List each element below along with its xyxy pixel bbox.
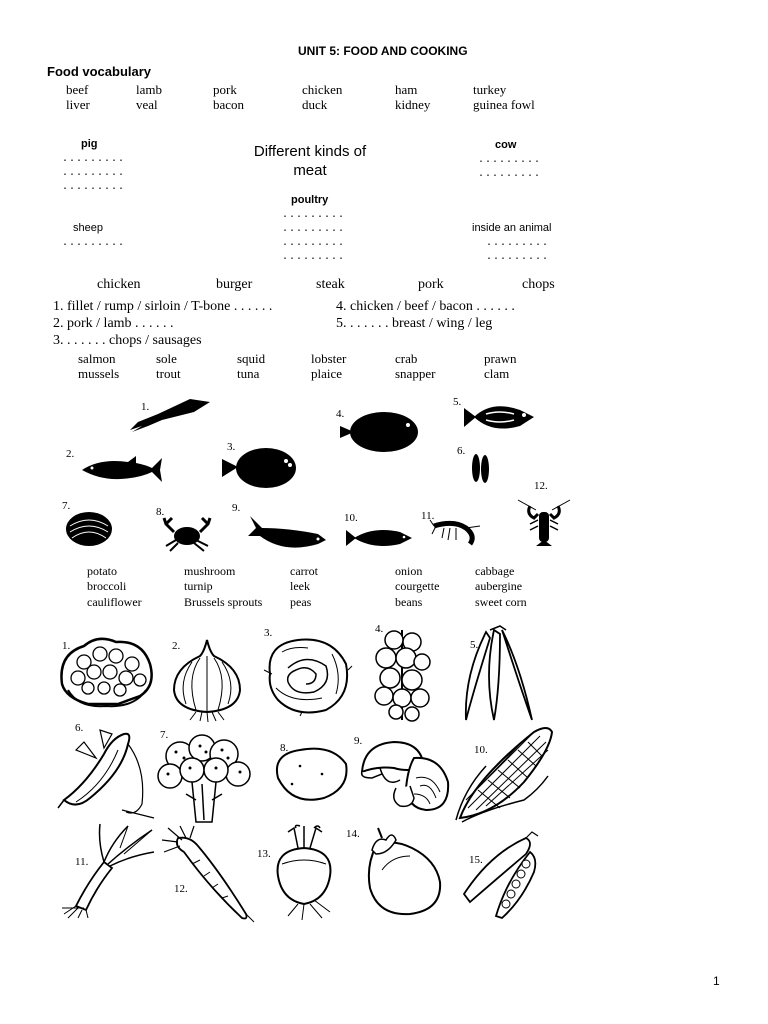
seafood-word: sole bbox=[156, 351, 177, 366]
peas-picture bbox=[460, 832, 542, 918]
seafood-word: snapper bbox=[395, 366, 436, 381]
seafood-word: squid bbox=[237, 351, 266, 366]
option-word: chops bbox=[522, 277, 555, 292]
aubergine-picture bbox=[362, 826, 446, 918]
carrot-picture bbox=[160, 826, 256, 922]
label-inside-an-animal: inside an animal bbox=[472, 222, 552, 234]
veg-word: courgette bbox=[395, 579, 440, 593]
exercise-5: 5. . . . . . . breast / wing / leg bbox=[336, 316, 493, 331]
option-word: steak bbox=[316, 277, 345, 292]
trout-picture bbox=[344, 526, 414, 550]
lobster-picture bbox=[516, 496, 572, 552]
veg-word: aubergine bbox=[475, 579, 523, 593]
picture-number: 5. bbox=[470, 639, 479, 651]
picture-number: 2. bbox=[172, 640, 181, 652]
picture-number: 15. bbox=[469, 854, 483, 866]
picture-number: 2. bbox=[66, 448, 75, 460]
blank-line[interactable]: ......... bbox=[62, 182, 126, 193]
picture-number: 9. bbox=[354, 735, 363, 747]
vocab-word: lamb bbox=[136, 82, 162, 97]
vocab-word: liver bbox=[66, 97, 90, 112]
seafood-word: tuna bbox=[237, 366, 260, 381]
veg-word: mushroom bbox=[184, 564, 236, 578]
seafood-word: mussels bbox=[78, 366, 120, 381]
picture-number: 12. bbox=[174, 883, 188, 895]
seafood-word: trout bbox=[156, 366, 181, 381]
picture-number: 9. bbox=[232, 502, 241, 514]
page-number: 1 bbox=[713, 974, 720, 988]
veg-word: peas bbox=[290, 595, 312, 609]
picture-number: 6. bbox=[457, 445, 466, 457]
seafood-word: plaice bbox=[311, 366, 343, 381]
picture-number: 13. bbox=[257, 848, 271, 860]
courgette-picture bbox=[56, 724, 156, 820]
vocab-word: turkey bbox=[473, 82, 507, 97]
brussels-sprouts-picture bbox=[372, 626, 432, 722]
squid-picture bbox=[128, 396, 212, 432]
veg-word: sweet corn bbox=[475, 595, 527, 609]
picture-number: 11. bbox=[421, 510, 435, 522]
veg-word: beans bbox=[395, 595, 423, 609]
seafood-word: crab bbox=[395, 351, 418, 366]
sweet-corn-picture bbox=[454, 720, 558, 824]
vocab-word: beef bbox=[66, 82, 89, 97]
seafood-word: clam bbox=[484, 366, 510, 381]
picture-number: 6. bbox=[75, 722, 84, 734]
veg-word: cabbage bbox=[475, 564, 515, 578]
picture-number: 4. bbox=[375, 623, 384, 635]
clam-picture bbox=[64, 510, 114, 548]
blank-line[interactable]: ......... bbox=[282, 224, 346, 235]
exercise-2: 2. pork / lamb . . . . . . bbox=[53, 316, 174, 331]
veg-word: cauliflower bbox=[87, 595, 142, 609]
mindmap-title-line-1: Different kinds of bbox=[253, 143, 367, 160]
picture-number: 1. bbox=[62, 640, 71, 652]
mindmap-title-line-2: meat bbox=[293, 162, 327, 179]
picture-number: 3. bbox=[264, 627, 273, 639]
crab-picture bbox=[162, 514, 212, 554]
veg-word: broccoli bbox=[87, 579, 127, 593]
picture-number: 7. bbox=[62, 500, 71, 512]
option-word: chicken bbox=[97, 277, 141, 292]
seafood-word: salmon bbox=[78, 351, 116, 366]
blank-line[interactable]: ......... bbox=[478, 155, 542, 166]
picture-number: 4. bbox=[336, 408, 345, 420]
option-word: burger bbox=[216, 277, 253, 292]
picture-number: 7. bbox=[160, 729, 169, 741]
snapper-picture bbox=[462, 400, 536, 436]
label-poultry: poultry bbox=[291, 194, 329, 206]
picture-number: 10. bbox=[344, 512, 358, 524]
cauliflower-picture bbox=[58, 632, 156, 710]
exercise-4: 4. chicken / beef / bacon . . . . . . bbox=[336, 299, 515, 314]
exercise-3: 3. . . . . . . chops / sausages bbox=[53, 333, 202, 348]
page-title: UNIT 5: FOOD AND COOKING bbox=[298, 44, 468, 58]
blank-line[interactable]: ......... bbox=[62, 238, 126, 249]
veg-word: turnip bbox=[184, 579, 213, 593]
mindmap-title bbox=[240, 142, 380, 180]
mussels-picture bbox=[470, 452, 492, 486]
blank-line[interactable]: ......... bbox=[62, 154, 126, 165]
beans-picture bbox=[460, 626, 536, 722]
picture-number: 8. bbox=[156, 506, 165, 518]
veg-word: potato bbox=[87, 564, 117, 578]
veg-word: Brussels sprouts bbox=[184, 595, 263, 609]
veg-word: leek bbox=[290, 579, 310, 593]
plaice-picture bbox=[220, 445, 304, 491]
blank-line[interactable]: ......... bbox=[282, 238, 346, 249]
picture-number: 8. bbox=[280, 742, 289, 754]
cabbage-picture bbox=[262, 634, 352, 716]
picture-number: 5. bbox=[453, 396, 462, 408]
seafood-word: lobster bbox=[311, 351, 347, 366]
blank-line[interactable]: ......... bbox=[282, 210, 346, 221]
potato-picture bbox=[270, 744, 350, 804]
label-cow: cow bbox=[495, 139, 517, 151]
picture-number: 12. bbox=[534, 480, 548, 492]
salmon-picture bbox=[244, 512, 328, 558]
veg-word: onion bbox=[395, 564, 423, 578]
leek-picture bbox=[58, 822, 156, 918]
onion-picture bbox=[170, 638, 244, 722]
turnip-picture bbox=[268, 824, 340, 922]
picture-number: 14. bbox=[346, 828, 360, 840]
picture-number: 1. bbox=[141, 401, 150, 413]
blank-line[interactable]: ......... bbox=[486, 252, 550, 263]
label-sheep: sheep bbox=[73, 222, 103, 234]
vocab-word: pork bbox=[213, 82, 237, 97]
tuna-picture bbox=[80, 454, 164, 486]
vocab-word: duck bbox=[302, 97, 328, 112]
section-heading-food-vocabulary: Food vocabulary bbox=[47, 64, 152, 79]
picture-number: 10. bbox=[474, 744, 488, 756]
mushroom-picture bbox=[356, 738, 452, 814]
vocab-word: kidney bbox=[395, 97, 431, 112]
vocab-word: guinea fowl bbox=[473, 97, 535, 112]
blank-line[interactable]: ......... bbox=[478, 169, 542, 180]
blank-line[interactable]: ......... bbox=[282, 252, 346, 263]
broccoli-picture bbox=[156, 734, 252, 824]
prawn-picture bbox=[430, 518, 482, 548]
picture-number: 3. bbox=[227, 441, 236, 453]
vocab-word: chicken bbox=[302, 82, 343, 97]
exercise-1: 1. fillet / rump / sirloin / T-bone . . . . . . bbox=[53, 299, 273, 314]
blank-line[interactable]: ......... bbox=[62, 168, 126, 179]
sole-picture bbox=[338, 410, 422, 454]
veg-word: carrot bbox=[290, 564, 318, 578]
vocab-word: bacon bbox=[213, 97, 245, 112]
seafood-word: prawn bbox=[484, 351, 517, 366]
vocab-word: ham bbox=[395, 82, 418, 97]
label-pig: pig bbox=[81, 138, 98, 150]
vocab-word: veal bbox=[136, 97, 158, 112]
option-word: pork bbox=[418, 277, 444, 292]
picture-number: 11. bbox=[75, 856, 89, 868]
blank-line[interactable]: ......... bbox=[486, 238, 550, 249]
